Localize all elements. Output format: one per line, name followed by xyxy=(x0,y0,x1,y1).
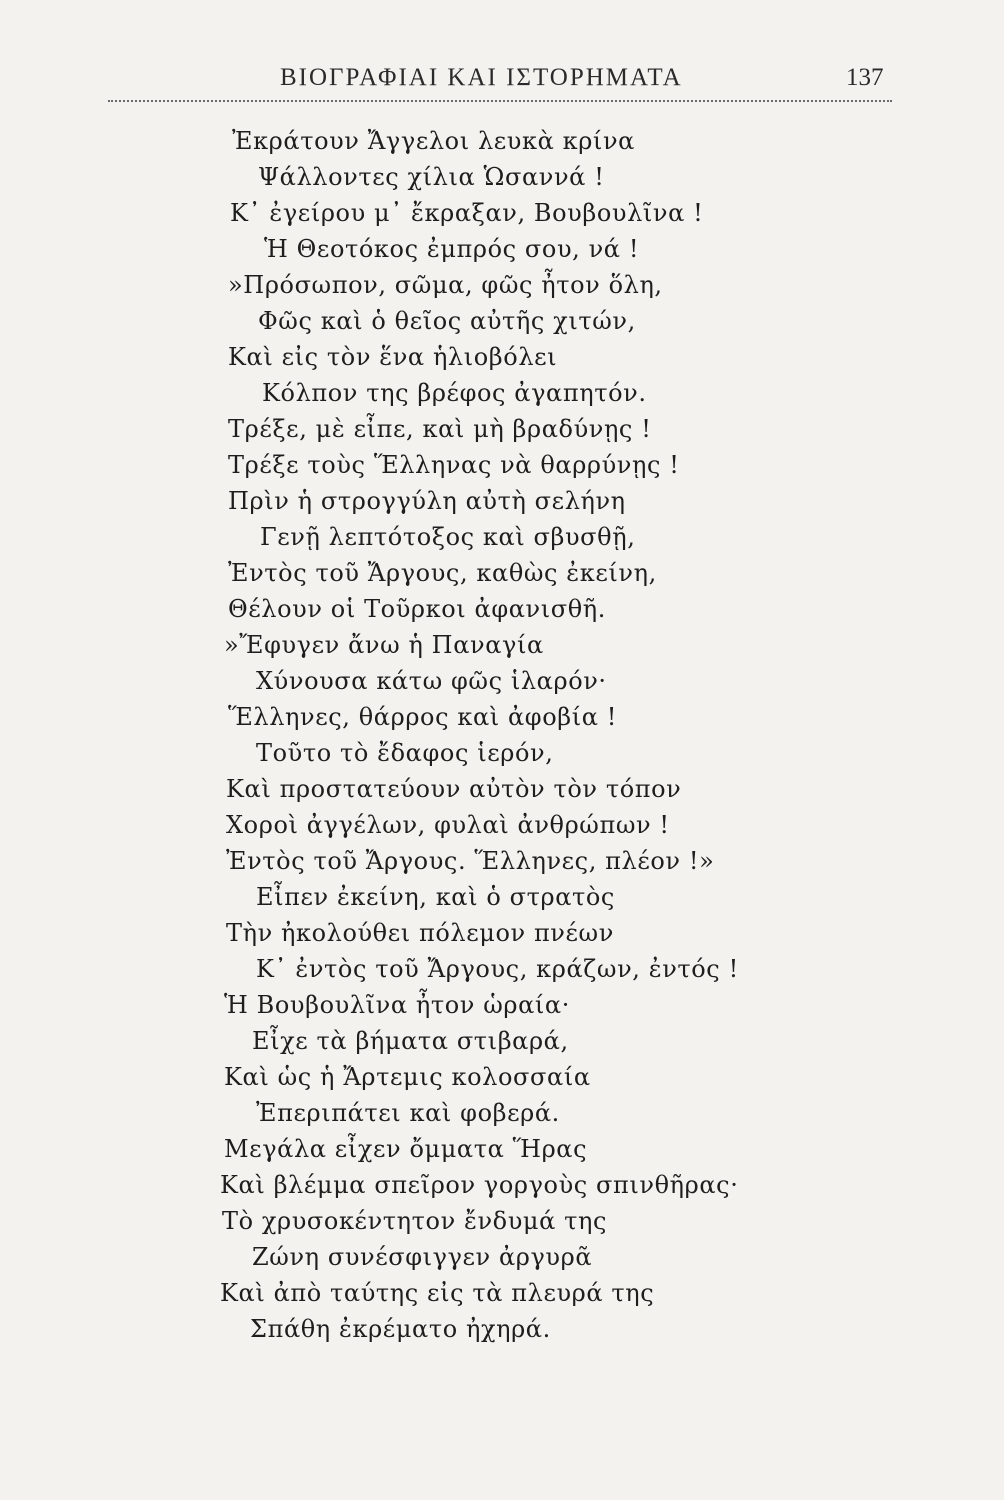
verse-line: Καὶ ἀπὸ ταύτης εἰς τὰ πλευρά της xyxy=(220,1279,655,1307)
verse-line: Τοῦτο τὸ ἔδαφος ἱερόν, xyxy=(256,739,554,767)
verse-line: Καὶ βλέμμα σπεῖρον γοργοὺς σπινθῆρας· xyxy=(220,1171,739,1199)
verse-line: Φῶς καὶ ὁ θεῖος αὐτῆς χιτών, xyxy=(258,307,636,335)
verse-line: Τὸ χρυσοκέντητον ἔνδυμά της xyxy=(222,1207,608,1235)
verse-line: Κ᾽ ἐγείρου μ᾽ ἔκραξαν, Βουβουλῖνα ! xyxy=(230,199,704,227)
verse-line: Κ᾽ ἐντὸς τοῦ Ἄργους, κράζων, ἐντός ! xyxy=(256,955,739,983)
verse-line: Σπάθη ἐκρέματο ἠχηρά. xyxy=(250,1315,551,1343)
verse-line: Χύνουσα κάτω φῶς ἱλαρόν· xyxy=(256,667,607,695)
verse-line: Καὶ ὡς ἡ Ἄρτεμις κολοσσαία xyxy=(224,1063,591,1091)
verse-line: Ἕλληνες, θάρρος καὶ ἀφοβία ! xyxy=(228,703,618,731)
running-title: ΒΙΟΓΡΑΦΙΑΙ ΚΑΙ ΙΣΤΟΡΗΜΑΤΑ xyxy=(280,64,683,91)
verse-line: Μεγάλα εἶχεν ὄμματα Ἥρας xyxy=(224,1135,588,1163)
verse-line: Ψάλλοντες χίλια Ὡσαννά ! xyxy=(258,163,605,191)
verse-line: Χοροὶ ἀγγέλων, φυλαὶ ἀνθρώπων ! xyxy=(226,811,670,839)
verse-line: Καὶ προστατεύουν αὐτὸν τὸν τόπον xyxy=(226,775,682,803)
page-number: 137 xyxy=(846,64,884,91)
verse-line: Κόλπον της βρέφος ἀγαπητόν. xyxy=(262,379,647,407)
header-rule xyxy=(108,100,892,102)
verse-line: Ἐκράτουν Ἄγγελοι λευκὰ κρίνα xyxy=(232,127,635,155)
verse-line: Ἡ Θεοτόκος ἐμπρός σου, νά ! xyxy=(264,235,640,263)
verse-line: Τρέξε, μὲ εἶπε, καὶ μὴ βραδύνῃς ! xyxy=(228,415,652,443)
verse-line: Θέλουν οἱ Τοῦρκοι ἀφανισθῆ. xyxy=(228,595,606,623)
verse-line: »Ἔφυγεν ἄνω ἡ Παναγία xyxy=(224,631,544,659)
verse-line: Γενῇ λεπτότοξος καὶ σβυσθῇ, xyxy=(260,523,636,551)
verse-line: Τὴν ἠκολούθει πόλεμον πνέων xyxy=(226,919,614,947)
verse-line: Ζώνη συνέσφιγγεν ἀργυρᾶ xyxy=(252,1243,593,1271)
verse-line: Ἡ Βουβουλῖνα ἦτον ὡραία· xyxy=(224,991,570,1019)
verse-line: Εἶπεν ἐκείνη, καὶ ὁ στρατὸς xyxy=(256,883,615,911)
verse-line: »Πρόσωπον, σῶμα, φῶς ἦτον ὅλη, xyxy=(228,271,663,299)
verse-line: Ἐντὸς τοῦ Ἄργους. Ἕλληνες, πλέον !» xyxy=(226,847,715,875)
verse-line: Ἐπεριπάτει καὶ φοβερά. xyxy=(256,1099,560,1127)
verse-line: Πρὶν ἡ στρογγύλη αὐτὴ σελήνη xyxy=(228,487,626,515)
verse-line: Καὶ εἰς τὸν ἕνα ἡλιοβόλει xyxy=(228,343,558,371)
verse-line: Τρέξε τοὺς Ἕλληνας νὰ θαρρύνῃς ! xyxy=(228,451,680,479)
verse-line: Εἶχε τὰ βήματα στιβαρά, xyxy=(252,1027,569,1055)
verse-line: Ἐντὸς τοῦ Ἄργους, καθὼς ἐκείνη, xyxy=(228,559,657,587)
